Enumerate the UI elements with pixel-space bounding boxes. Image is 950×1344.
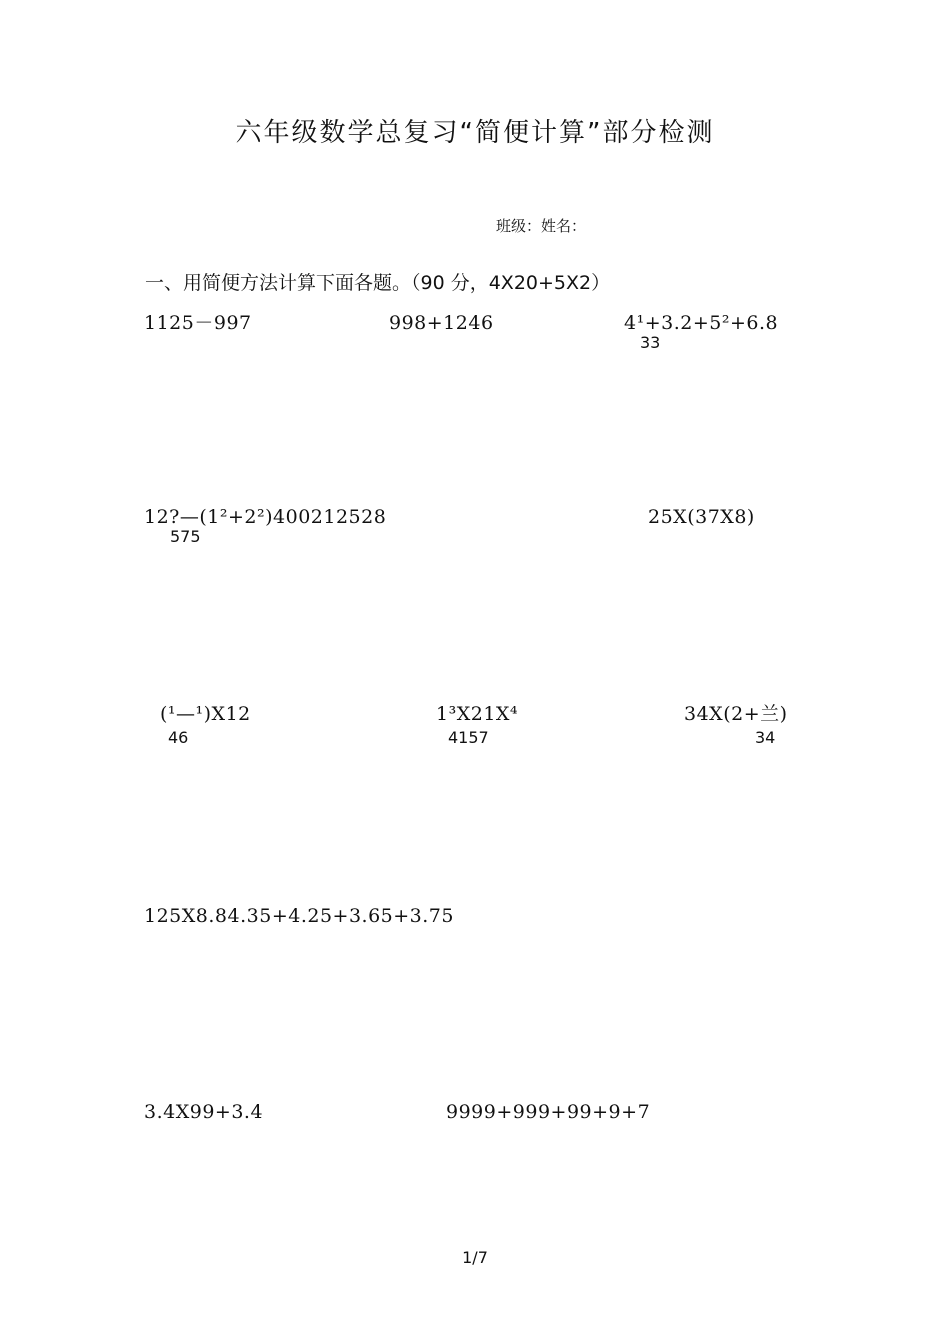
- page-number: 1/7: [462, 1248, 488, 1267]
- problem-3: 4¹+3.2+5²+6.8: [624, 312, 779, 334]
- problem-7: 1³X21X⁴: [436, 703, 519, 725]
- problem-6: (¹—¹)X12: [160, 703, 251, 725]
- class-name-line: 班级：姓名：: [496, 217, 587, 235]
- problem-11: 9999+999+99+9+7: [446, 1101, 651, 1123]
- problem-4: 12?—(1²+2²)400212528: [144, 506, 387, 528]
- problem-7-subscript: 4157: [448, 728, 489, 747]
- problem-8-subscript: 34: [755, 728, 776, 747]
- problem-2: 998+1246: [389, 312, 494, 334]
- page-title: 六年级数学总复习“简便计算”部分检测: [235, 118, 715, 148]
- problem-6-subscript: 46: [168, 728, 189, 747]
- problem-3-subscript: 33: [640, 333, 661, 352]
- problem-4-subscript: 575: [170, 527, 201, 546]
- problem-1: 1125－997: [144, 312, 252, 334]
- problem-10: 3.4X99+3.4: [144, 1101, 264, 1123]
- problem-5: 25X(37X8): [648, 506, 755, 528]
- problem-9: 125X8.84.35+4.25+3.65+3.75: [144, 905, 454, 927]
- section-heading: 一、用简便方法计算下面各题。（90 分，4X20+5X2）: [145, 272, 611, 294]
- problem-8: 34X(2+兰): [684, 703, 788, 725]
